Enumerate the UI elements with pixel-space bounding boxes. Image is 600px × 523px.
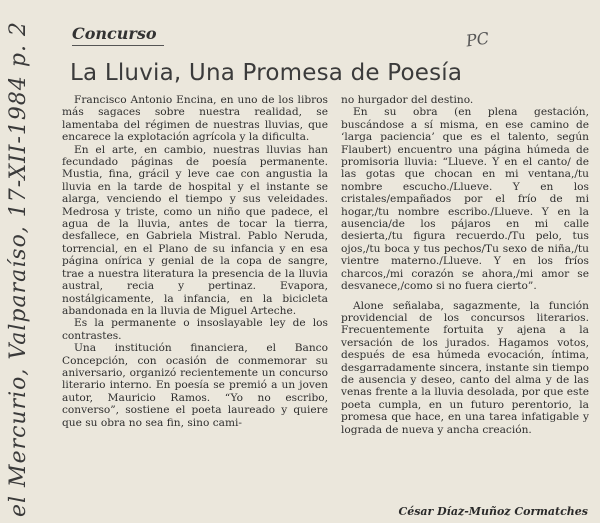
- paragraph: En el arte, en cambio, nuestras lluvias han fecundado páginas de poesía permanente. Mustia, fina, grácil y leve cae con angustia la lluvia en la tarde de hospital y el instante se alarga, venciendo el tiempo y sus veleidades. Medrosa y triste, como un niño que padece, el agua de la lluvia, antes de tocar la tierra, desfallece, en Gabriela Mistral. Pablo Neruda, torrencial, en el Plano de su infancia y en esa página onírica y genial de la copa de sangre, trae a nuestra literatura la presencia de la lluvia austral, recia y pertinaz. Evapora, nostálgicamente, la infancia, en la bicicleta abandonada en la lluvia de Miguel Arteche.: [62, 143, 328, 317]
- section-label: Concurso: [72, 24, 164, 46]
- paragraph: no hurgador del destino.: [341, 94, 474, 106]
- paragraph: Una institución financiera, el Banco Concepción, con ocasión de conmemorar su aniversario, organizó recientemente un concurso literario interno. En poesía se premió a un joven autor, Mauricio Ramos. “Yo no escribo, converso”, sostiene el poeta laureado y quiere que su obra no sea fin, sino cami-: [62, 342, 328, 429]
- author-byline: César Díaz-Muñoz Cormatches: [398, 505, 588, 518]
- article-title: La Lluvia, Una Promesa de Poesía: [70, 60, 463, 86]
- article-column-left: [62, 94, 328, 429]
- paragraph: En su obra (en plena gestación, buscándose a sí misma, en ese camino de ‘larga paciencia’ que es el talento, según Flaubert) encuentro una página húmeda de promisoria lluvia: “Llueve. Y en el canto/ de las gotas que chocan en mi ventana,/tu nombre escucho./Llueve. Y en los cristales/empañados por el frío de mi hogar,/tu nombre escribo./Llueve. Y en la ausencia/de los pájaros en mi calle desierta,/tu figura recuerdo./Tu pelo, tus ojos,/tu boca y tus pechos/Tu sexo de niña,/tu vientre materno./Llueve. Y en los fríos charcos,/mi corazón se ahora,/mi amor se desvanece,/como si no fuera cierto”.: [341, 106, 589, 293]
- handwritten-initials: PC: [464, 28, 491, 51]
- handwritten-source: el Mercurio, Valparaíso, 17-XII-1984 p. 2: [6, 21, 31, 517]
- paragraph: Alone señalaba, sagazmente, la función providencial de los concursos literarios. Frecuentemente fortuita y ajena a la versación de los jurados. Hagamos votos, después de esa húmeda evocación, íntima, desgarradamente sincera, instante sin tiempo de ausencia y deseo, canto del alma y de las venas frente a la lluvia desolada, por que este poeta cumpla, en un futuro perentorio, la promesa que hace, en una tarea infatigable y lograda de nueva y ancha creación.: [341, 299, 589, 436]
- article-column-right: [341, 94, 589, 436]
- handwritten-citation: [6, 0, 31, 517]
- paragraph: Francisco Antonio Encina, en uno de los libros más sagaces sobre nuestra realidad, se lamentaba del régimen de nuestras lluvias, que encarece la explotación agrícola y la dificulta.: [62, 94, 328, 144]
- paragraph: Es la permanente o insoslayable ley de los contrastes.: [62, 317, 328, 342]
